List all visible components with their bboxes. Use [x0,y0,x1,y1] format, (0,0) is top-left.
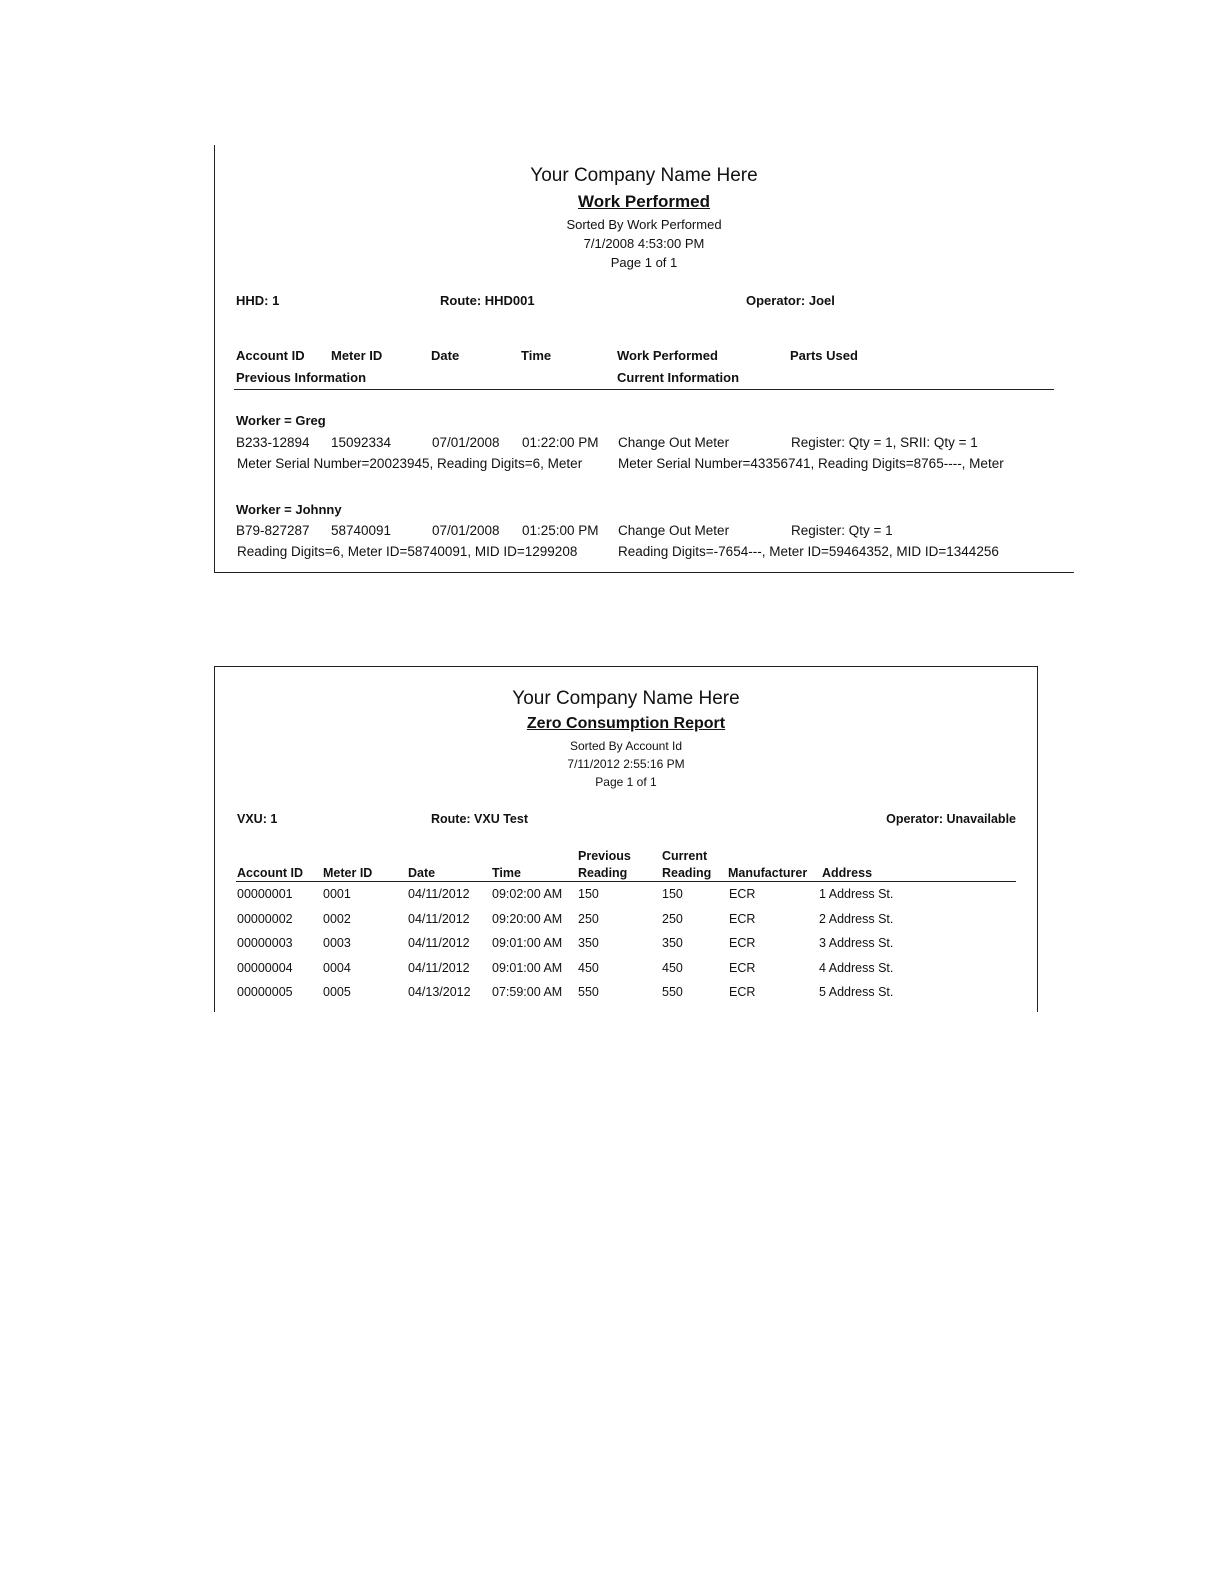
cell-account-id: B79-827287 [236,523,310,538]
header-divider [234,389,1054,390]
cell-time: 01:22:00 PM [522,435,599,450]
col-work-performed: Work Performed [617,348,718,363]
company-name: Your Company Name Here [512,688,740,709]
cell-manufacturer: ECR [729,887,756,901]
cell-date: 04/11/2012 [408,936,470,950]
work-performed-report [214,145,1076,575]
cell-address: 1 Address St. [819,887,894,901]
cell-manufacturer: ECR [729,912,756,926]
col-time: Time [492,866,521,880]
report-frame-bottom-border [214,572,1074,573]
header-divider [236,881,1016,882]
cell-address: 3 Address St. [819,936,894,950]
cell-meter-id: 15092334 [331,435,392,450]
col-current-information: Current Information [617,370,740,385]
col-address: Address [822,866,873,880]
cell-current-reading: 150 [662,887,683,901]
cell-meter-id: 0002 [323,912,351,926]
cell-current-reading: 550 [662,985,683,999]
cell-previous-reading: 450 [578,961,599,975]
cell-meter-id: 0003 [323,936,351,950]
cell-previous-information: Meter Serial Number=20023945, Reading Digits=6, Meter [237,456,583,471]
col-previous-reading-line1: Previous [578,849,631,863]
cell-work-performed: Change Out Meter [618,435,730,450]
cell-date: 07/01/2008 [432,523,500,538]
cell-meter-id: 0001 [323,887,351,901]
report-title: Work Performed [578,192,710,211]
col-date: Date [408,866,436,880]
route-label: Route: HHD001 [440,293,535,308]
worker-group-label: Worker = Johnny [236,502,342,517]
col-current-reading-line1: Current [662,849,708,863]
cell-previous-reading: 550 [578,985,599,999]
col-previous-information: Previous Information [236,370,367,385]
cell-time: 09:02:00 AM [492,887,563,901]
cell-account-id: 00000001 [237,887,293,901]
cell-address: 5 Address St. [819,985,894,999]
col-parts-used: Parts Used [790,348,858,363]
cell-date: 07/01/2008 [432,435,500,450]
cell-account-id: 00000002 [237,912,293,926]
cell-previous-reading: 150 [578,887,599,901]
col-account-id: Account ID [236,348,305,363]
cell-time: 09:20:00 AM [492,912,563,926]
cell-meter-id: 0005 [323,985,351,999]
cell-current-information: Reading Digits=-7654---, Meter ID=59464352, MID ID=1344256 [618,544,999,559]
hhd-label: HHD: 1 [236,293,280,308]
page-number: Page 1 of 1 [595,775,657,789]
cell-date: 04/11/2012 [408,912,470,926]
cell-account-id: 00000004 [237,961,293,975]
report-datetime: 7/11/2012 2:55:16 PM [567,757,685,771]
col-meter-id: Meter ID [331,348,383,363]
col-time: Time [521,348,552,363]
cell-address: 4 Address St. [819,961,894,975]
cell-current-reading: 350 [662,936,683,950]
cell-time: 09:01:00 AM [492,961,563,975]
operator-label: Operator: Unavailable [886,812,1016,826]
cell-previous-reading: 350 [578,936,599,950]
cell-account-id: 00000005 [237,985,293,999]
cell-meter-id: 0004 [323,961,351,975]
cell-current-reading: 250 [662,912,683,926]
cell-time: 09:01:00 AM [492,936,563,950]
sorted-by: Sorted By Work Performed [566,217,722,232]
col-date: Date [431,348,460,363]
cell-date: 04/11/2012 [408,961,470,975]
sorted-by: Sorted By Account Id [569,739,683,753]
cell-date: 04/13/2012 [408,985,471,999]
cell-current-reading: 450 [662,961,683,975]
worker-group-label: Worker = Greg [236,413,326,428]
cell-address: 2 Address St. [819,912,894,926]
cell-meter-id: 58740091 [331,523,392,538]
col-manufacturer: Manufacturer [728,866,808,880]
cell-manufacturer: ECR [729,961,756,975]
cell-time: 07:59:00 AM [492,985,563,999]
report-title: Zero Consumption Report [526,715,726,732]
col-current-reading-line2: Reading [662,866,712,880]
page-number: Page 1 of 1 [610,255,678,270]
cell-account-id: 00000003 [237,936,293,950]
col-meter-id: Meter ID [323,866,373,880]
cell-work-performed: Change Out Meter [618,523,730,538]
cell-parts-used: Register: Qty = 1, SRII: Qty = 1 [791,435,978,450]
cell-manufacturer: ECR [729,936,756,950]
cell-date: 04/11/2012 [408,887,470,901]
cell-current-information: Meter Serial Number=43356741, Reading Digits=8765----, Meter [618,456,1004,471]
cell-previous-reading: 250 [578,912,599,926]
cell-account-id: B233-12894 [236,435,310,450]
cell-previous-information: Reading Digits=6, Meter ID=58740091, MID ID=1299208 [237,544,578,559]
zero-consumption-report [214,666,1040,1012]
col-account-id: Account ID [237,866,303,880]
company-name: Your Company Name Here [530,165,758,186]
col-previous-reading-line2: Reading [578,866,628,880]
cell-time: 01:25:00 PM [522,523,599,538]
vxu-label: VXU: 1 [237,812,278,826]
cell-parts-used: Register: Qty = 1 [791,523,893,538]
route-label: Route: VXU Test [431,812,528,826]
cell-manufacturer: ECR [729,985,756,999]
report-datetime: 7/1/2008 4:53:00 PM [583,236,705,251]
operator-label: Operator: Joel [746,293,835,308]
